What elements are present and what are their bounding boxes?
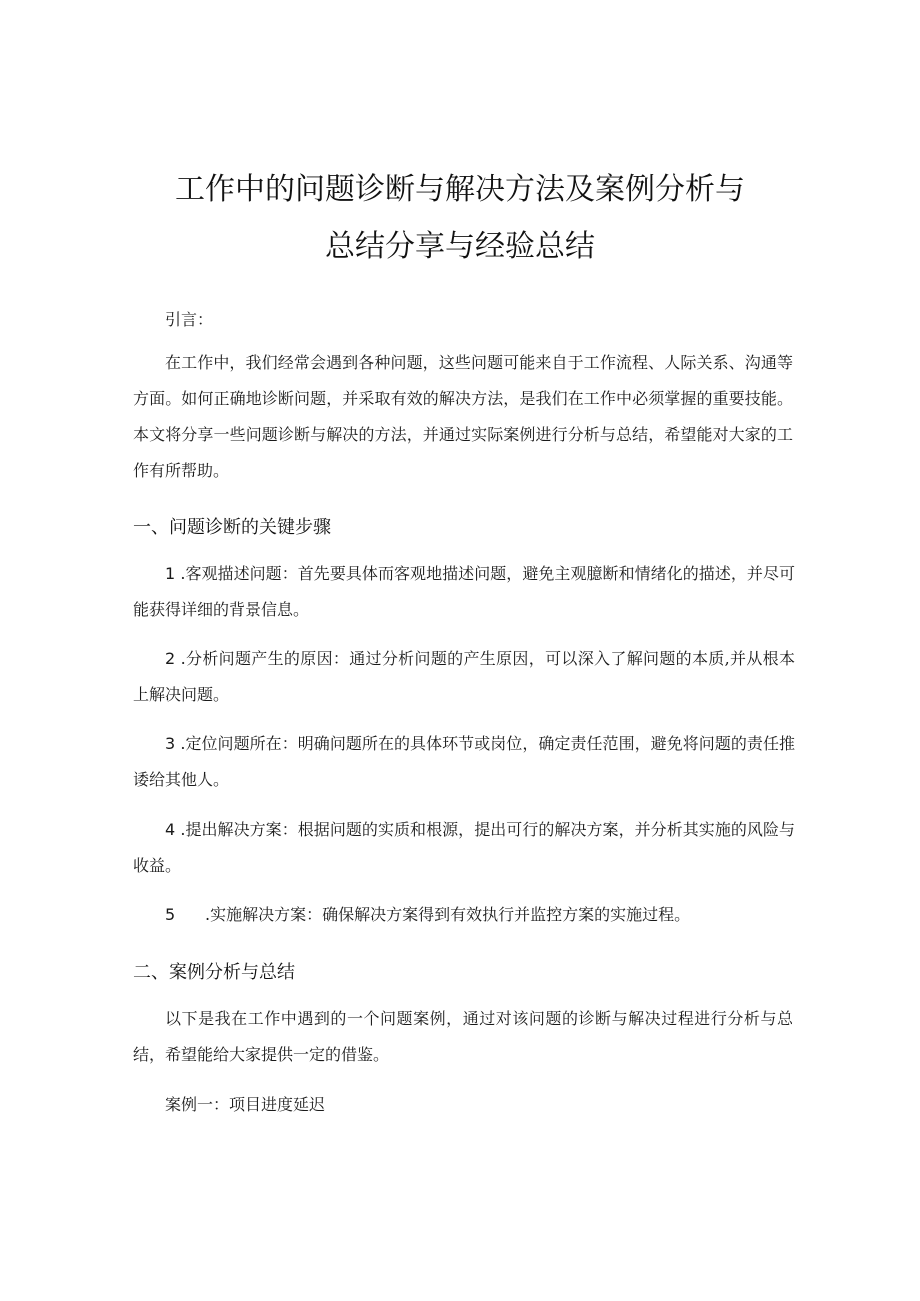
step-number: 4 — [165, 820, 176, 839]
step-text: .提出解决方案：根据问题的实质和根源，提出可行的解决方案，并分析其实施的风险与收益。 — [133, 820, 795, 875]
step-text: .客观描述问题：首先要具体而客观地描述问题，避免主观臆断和情绪化的描述，并尽可能获得详细的背景信息。 — [133, 564, 795, 619]
step-number: 5 — [165, 905, 176, 924]
section-2-heading: 二、案例分析与总结 — [133, 962, 295, 983]
step-item-4 — [133, 812, 795, 884]
intro-label: 引言： — [165, 310, 214, 329]
step-item-5 — [133, 897, 795, 933]
step-item-3 — [133, 726, 795, 798]
case-1-label: 案例一：项目进度延迟 — [165, 1095, 326, 1114]
intro-paragraph: 在工作中，我们经常会遇到各种问题，这些问题可能来自于工作流程、人际关系、沟通等方面。如何正确地诊断问题，并采取有效的解决方法，是我们在工作中必须掌握的重要技能。本文将分享一些问题诊断与解决的方法，并通过实际案例进行分析与总结，希望能对大家的工作有所帮助。 — [133, 353, 793, 480]
step-number: 2 — [165, 649, 176, 668]
step-text: .分析问题产生的原因：通过分析问题的产生原因，可以深入了解问题的本质,并从根本上解决问题。 — [133, 649, 795, 704]
section-2-paragraph: 以下是我在工作中遇到的一个问题案例，通过对该问题的诊断与解决过程进行分析与总结，希望能给大家提供一定的借鉴。 — [133, 1009, 793, 1064]
step-item-2 — [133, 641, 795, 713]
document-title-line-2: 总结分享与经验总结 — [325, 229, 595, 264]
step-text: .实施解决方案：确保解决方案得到有效执行并监控方案的实施过程。 — [205, 905, 691, 924]
step-item-1 — [133, 556, 795, 628]
step-text: .定位问题所在：明确问题所在的具体环节或岗位，确定责任范围，避免将问题的责任推诿给其他人。 — [133, 734, 795, 789]
document-title-line-1: 工作中的问题诊断与解决方法及案例分析与 — [175, 172, 745, 207]
step-number: 1 — [165, 564, 176, 583]
step-number: 3 — [165, 734, 176, 753]
section-1-heading: 一、问题诊断的关键步骤 — [133, 517, 331, 538]
